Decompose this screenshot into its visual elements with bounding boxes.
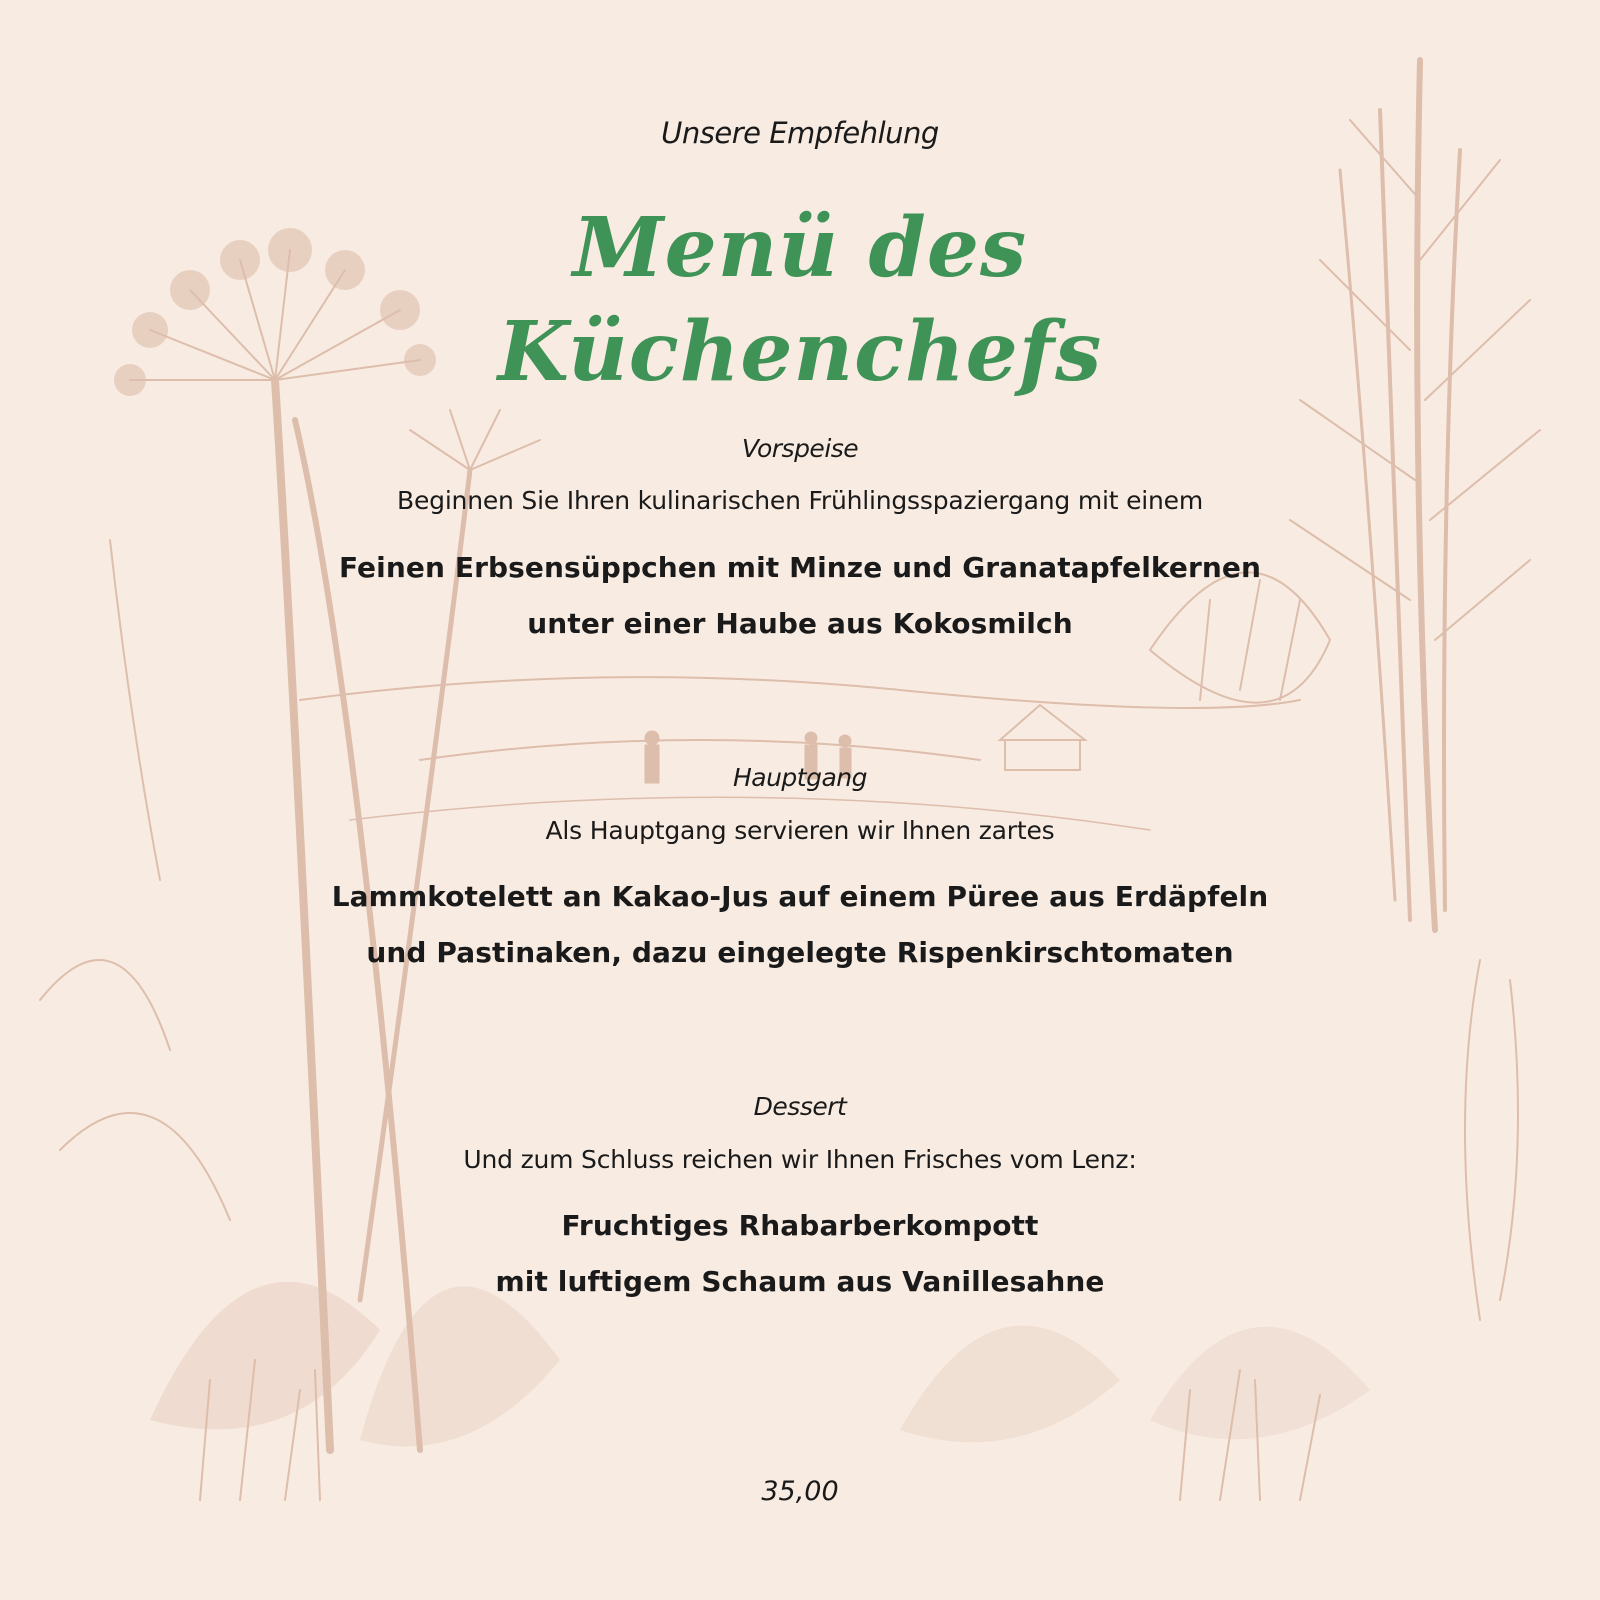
menu-title-line-2: Küchenchefs xyxy=(497,304,1103,400)
menu-title-line-1: Menü des xyxy=(572,200,1028,296)
dish-main-line-2: und Pastinaken, dazu eingelegte Rispenkirschtomaten xyxy=(366,936,1234,969)
course-intro-main: Als Hauptgang servieren wir Ihnen zartes xyxy=(545,816,1055,845)
course-intro-starter: Beginnen Sie Ihren kulinarischen Frühlingsspaziergang mit einem xyxy=(397,486,1203,515)
dish-dessert xyxy=(0,1198,1600,1310)
dish-dessert-line-2: mit luftigem Schaum aus Vanillesahne xyxy=(495,1265,1105,1298)
course-label-main: Hauptgang xyxy=(732,763,868,792)
recommendation-intro: Unsere Empfehlung xyxy=(661,116,939,150)
dish-dessert-line-1: Fruchtiges Rhabarberkompott xyxy=(561,1209,1039,1242)
dish-starter-line-1: Feinen Erbsensüppchen mit Minze und Granatapfelkernen xyxy=(338,551,1262,584)
course-label-starter: Vorspeise xyxy=(741,434,859,463)
dish-starter-line-2: unter einer Haube aus Kokosmilch xyxy=(527,607,1073,640)
course-intro-dessert: Und zum Schluss reichen wir Ihnen Frisches vom Lenz: xyxy=(463,1145,1137,1174)
menu-title xyxy=(0,196,1600,404)
menu-price: 35,00 xyxy=(761,1476,839,1507)
dish-main-line-1: Lammkotelett an Kakao-Jus auf einem Püree aus Erdäpfeln xyxy=(331,880,1269,913)
course-label-dessert: Dessert xyxy=(753,1092,847,1121)
dish-starter xyxy=(0,540,1600,652)
dish-main xyxy=(0,869,1600,981)
